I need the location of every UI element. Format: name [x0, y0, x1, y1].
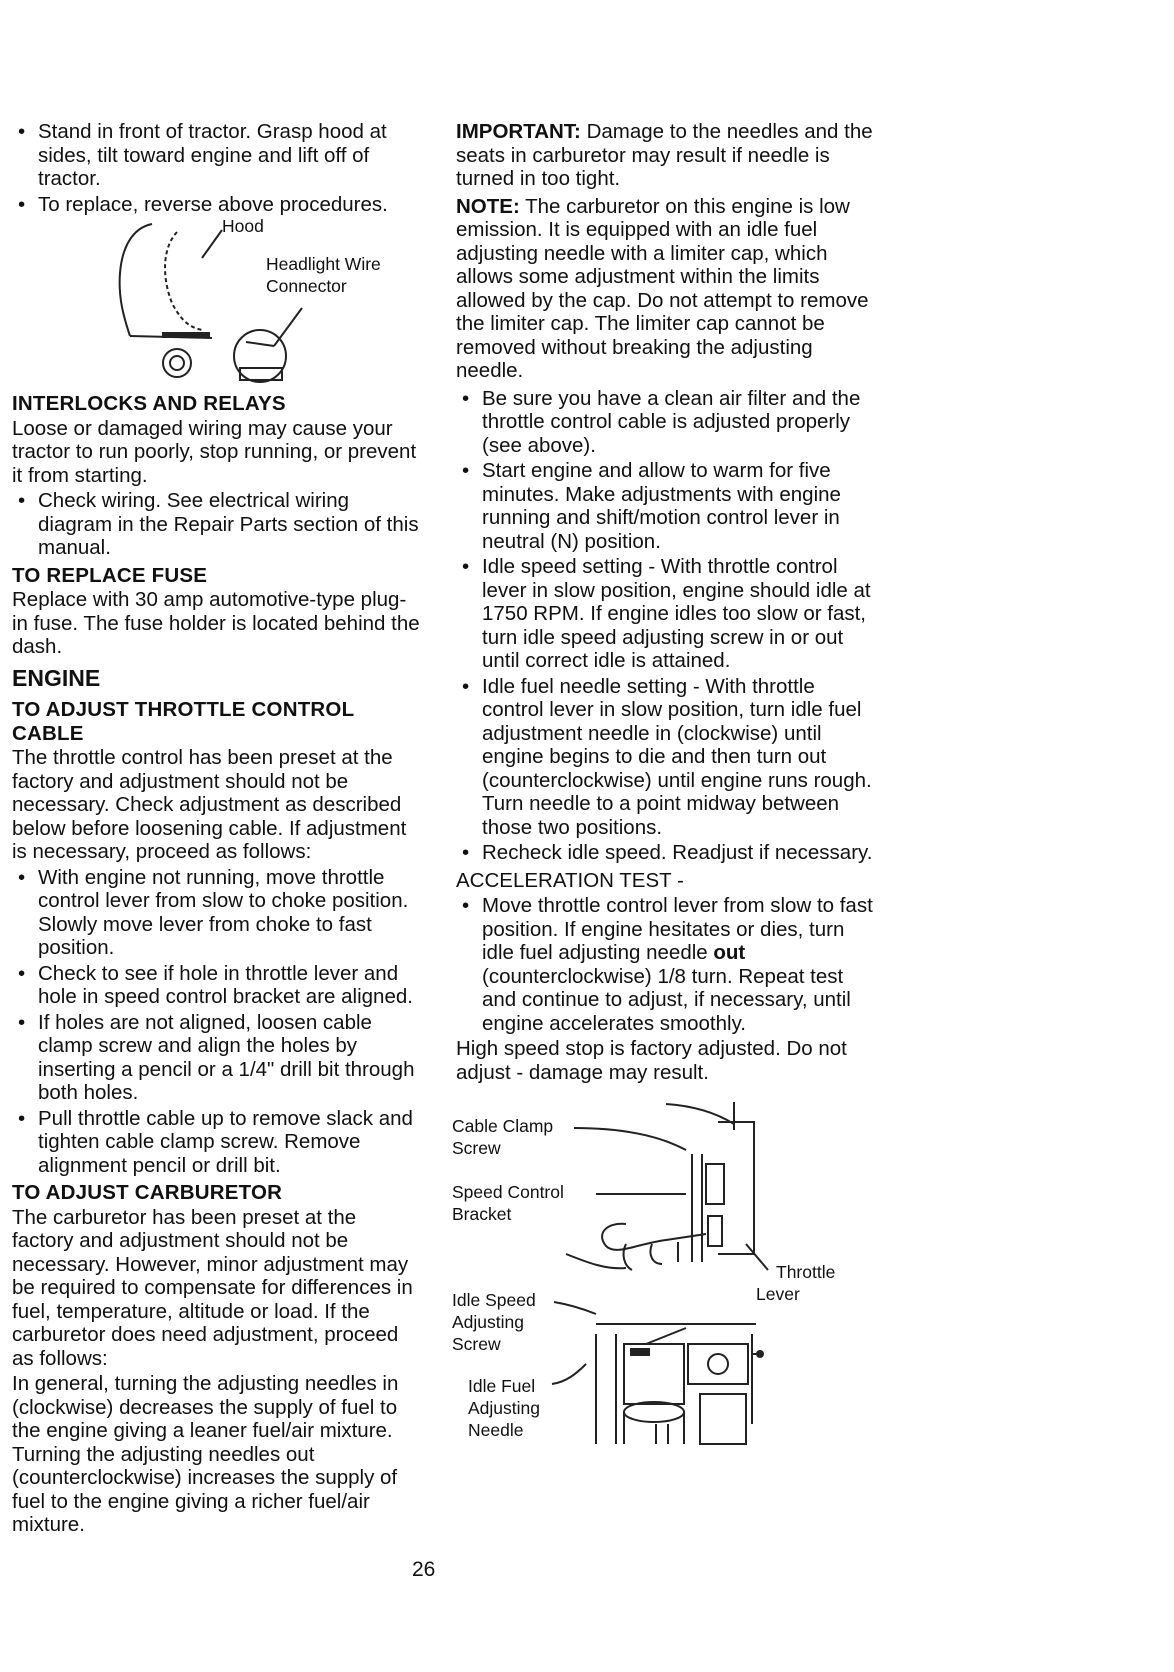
- list-item: • Check wiring. See electrical wiring diagram in the Repair Parts section of this manual.: [12, 489, 420, 560]
- accel-text-pre: Move throttle control lever from slow to fast position. If engine hesitates or dies, turn idle fuel adjusting needle: [482, 894, 873, 964]
- list-item: [456, 894, 876, 1035]
- important-note: [456, 120, 876, 191]
- left-column: [12, 120, 420, 1539]
- list-item: • Pull throttle cable up to remove slack and tighten cable clamp screw. Remove alignment pencil or drill bit.: [12, 1107, 420, 1178]
- list-item: • Idle speed setting - With throttle control lever in slow position, engine should idle at 1750 RPM. If engine idles too slow or fast, turn idle speed adjusting screw in or out until correct idle is attained.: [456, 555, 876, 673]
- accel-text-bold: out: [713, 941, 746, 964]
- idle-fuel-label-2: Adjusting: [468, 1398, 540, 1418]
- fuse-heading: TO REPLACE FUSE: [12, 563, 208, 587]
- acceleration-heading: ACCELERATION TEST -: [456, 868, 684, 892]
- speed-control-label: Speed Control: [452, 1182, 564, 1202]
- list-item: • With engine not running, move throttle control lever from slow to choke position. Slowly move lever from choke to fast position.: [12, 866, 420, 960]
- list-item: • Be sure you have a clean air filter and the throttle control cable is adjusted properly (see above).: [456, 387, 876, 458]
- right-column: [452, 120, 876, 1454]
- accel-text-post: (counterclockwise) 1/8 turn. Repeat test and continue to adjust, if necessary, until engine accelerates smoothly.: [482, 964, 851, 1035]
- fuse-body: Replace with 30 amp automotive-type plug-in fuse. The fuse holder is located behind the dash.: [12, 588, 420, 658]
- page-number: 26: [412, 1558, 436, 1581]
- idle-speed-label-2: Adjusting: [452, 1312, 524, 1332]
- important-text: Damage to the needles and the seats in carburetor may result if needle is turned in too tight.: [456, 120, 873, 190]
- idle-speed-label-3: Screw: [452, 1334, 501, 1354]
- cable-clamp-label: Cable Clamp: [452, 1116, 554, 1136]
- list-item: • Idle fuel needle setting - With throttle control lever in slow position, turn idle fuel adjustment needle in (clockwise) until engine begins to die and then turn out (counterclockwise) until engine runs rough. Turn needle to a point midway between those two positions.: [456, 675, 876, 840]
- interlocks-heading: INTERLOCKS AND RELAYS: [12, 392, 286, 415]
- hood-figure: [12, 218, 420, 388]
- hood-illustration: [12, 218, 312, 388]
- speed-control-label-2: Bracket: [452, 1204, 512, 1224]
- throttle-label-2: Lever: [756, 1284, 800, 1304]
- connector-label: Connector: [266, 276, 347, 296]
- throttle-body: The throttle control has been preset at the factory and adjustment should not be necessary. Check adjustment as described below before loosening cable. If adjustment is necessary, proceed as follows:: [12, 746, 407, 863]
- carburetor-body-1: The carburetor has been preset at the factory and adjustment should not be necessary. However, minor adjustment may be required to compensate for differences in fuel, temperature, altitude or load. If the carburetor does need adjustment, proceed as follows:: [12, 1205, 413, 1370]
- idle-fuel-label-3: Needle: [468, 1420, 524, 1440]
- throttle-label: Throttle: [776, 1262, 836, 1282]
- list-item: • If holes are not aligned, loosen cable clamp screw and align the holes by inserting a pencil or a 1/4" drill bit through both holes.: [12, 1011, 420, 1105]
- list-item: • Recheck idle speed. Readjust if necessary.: [456, 841, 876, 865]
- idle-speed-label: Idle Speed: [452, 1290, 536, 1310]
- carburetor-figure: [452, 1094, 876, 1454]
- list-item: • Stand in front of tractor. Grasp hood at sides, tilt toward engine and lift off of tractor.: [12, 120, 420, 191]
- engine-heading: ENGINE: [12, 664, 101, 691]
- note-text: The carburetor on this engine is low emission. It is equipped with an idle fuel adjusting needle with a limiter cap, which allows some adjustment within the limits allowed by the cap. Do not attempt to remove the limiter cap. The limiter cap cannot be removed without breaking the adjusting needle.: [456, 194, 869, 382]
- interlocks-body: Loose or damaged wiring may cause your tractor to run poorly, stop running, or prevent it from starting.: [12, 416, 417, 487]
- list-item: • To replace, reverse above procedures.: [12, 193, 420, 217]
- carburetor-heading: TO ADJUST CARBURETOR: [12, 1181, 283, 1204]
- idle-fuel-label: Idle Fuel: [468, 1376, 536, 1396]
- headlight-label: Headlight Wire: [266, 254, 381, 274]
- carburetor-body-2: In general, turning the adjusting needles in (clockwise) decreases the supply of fuel to the engine giving a leaner fuel/air mixture. Turning the adjusting needles out (counterclockwise) increases the supply of fuel to the engine giving a richer fuel/air mixture.: [12, 1372, 399, 1536]
- cable-clamp-label-2: Screw: [452, 1138, 501, 1158]
- throttle-heading: TO ADJUST THROTTLE CONTROL CABLE: [12, 698, 354, 745]
- list-item: • Start engine and allow to warm for five minutes. Make adjustments with engine running and shift/motion control lever in neutral (N) position.: [456, 459, 876, 553]
- hood-label: Hood: [222, 216, 264, 236]
- important-label: IMPORTANT:: [456, 120, 581, 143]
- list-item: • Check to see if hole in throttle lever and hole in speed control bracket are aligned.: [12, 962, 420, 1009]
- note: [456, 195, 876, 383]
- note-label: NOTE:: [456, 194, 520, 218]
- high-speed-note: High speed stop is factory adjusted. Do not adjust - damage may result.: [456, 1037, 847, 1084]
